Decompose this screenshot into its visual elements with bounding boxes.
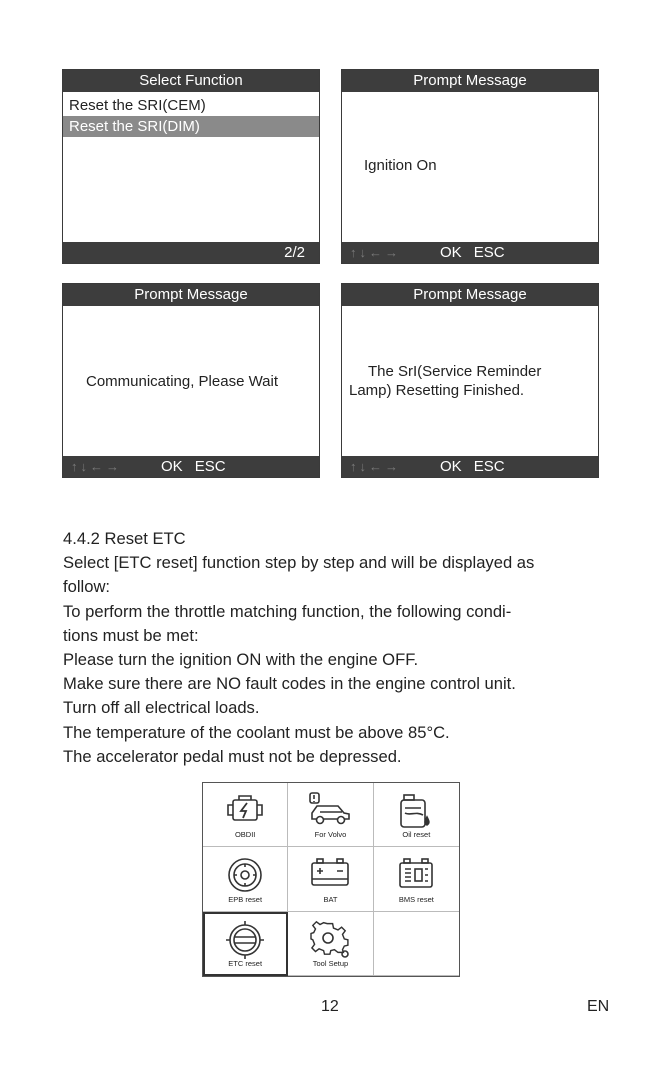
menu-item-epb-reset[interactable]	[203, 847, 288, 911]
select-function-screen	[62, 69, 320, 264]
ok-button[interactable]: OK	[440, 458, 462, 475]
menu-item-tool-setup[interactable]	[288, 912, 373, 976]
section-line: The temperature of the coolant must be above 85°C.	[63, 722, 450, 742]
car-icon	[308, 791, 352, 829]
prompt-finished-screen	[341, 283, 599, 478]
menu-label: EPB reset	[228, 894, 263, 904]
esc-button[interactable]: ESC	[194, 458, 226, 475]
page-number: 12	[321, 998, 339, 1015]
menu-label: BMS reset	[398, 894, 434, 904]
menu-item-for-volvo[interactable]	[288, 783, 373, 847]
menu-item-oil-reset[interactable]	[374, 783, 459, 847]
function-item-cem[interactable]: Reset the SRI(CEM)	[69, 97, 206, 114]
screen-footer	[63, 242, 319, 263]
section-line: The accelerator pedal must not be depressed.	[63, 746, 402, 766]
menu-label: BAT	[323, 894, 338, 904]
screen-footer	[342, 456, 598, 477]
menu-item-bms-reset[interactable]	[374, 847, 459, 911]
battery-icon	[309, 855, 351, 891]
prompt-message-line2: Lamp) Resetting Finished.	[349, 382, 525, 399]
engine-icon	[224, 791, 266, 829]
menu-label: For Volvo	[314, 830, 347, 840]
section-line: Make sure there are NO fault codes in the engine control unit.	[63, 674, 516, 694]
arrow-keys-icon: ↑↓←→	[350, 245, 401, 260]
screen-header: Prompt Message	[63, 284, 319, 306]
menu-label: Oil reset	[402, 830, 431, 840]
arrow-keys-icon: ↑↓←→	[71, 459, 122, 474]
menu-label: Tool Setup	[312, 959, 349, 968]
esc-button[interactable]: ESC	[473, 244, 505, 261]
prompt-communicating-screen	[62, 283, 320, 478]
prompt-message: Communicating, Please Wait	[86, 373, 279, 390]
prompt-message-line1: The SrI(Service Reminder	[368, 363, 542, 380]
section-line: follow:	[63, 577, 111, 597]
ok-button[interactable]: OK	[161, 458, 183, 475]
main-menu-grid	[202, 782, 460, 977]
throttle-icon	[224, 920, 266, 960]
brake-disc-icon	[225, 855, 265, 895]
section-line: To perform the throttle matching function, the following condi-	[63, 601, 512, 621]
menu-label: ETC reset	[228, 959, 263, 968]
arrow-keys-icon: ↑↓←→	[350, 459, 401, 474]
section-text	[63, 527, 623, 769]
prompt-ignition-screen	[341, 69, 599, 264]
section-line: Select [ETC reset] function step by step and will be displayed as	[63, 553, 535, 573]
menu-item-bat[interactable]	[288, 847, 373, 911]
screen-header: Prompt Message	[342, 70, 598, 92]
bms-icon	[396, 855, 436, 893]
section-line: tions must be met:	[63, 625, 199, 645]
menu-label: OBDII	[234, 830, 256, 840]
function-item-dim[interactable]: Reset the SRI(DIM)	[63, 116, 319, 137]
section-line: Please turn the ignition ON with the engine OFF.	[63, 650, 419, 670]
esc-button[interactable]: ESC	[473, 458, 505, 475]
screen-footer	[63, 456, 319, 477]
section-heading: 4.4.2 Reset ETC	[63, 529, 186, 548]
screen-footer	[342, 242, 598, 263]
page-indicator: 2/2	[284, 244, 305, 261]
menu-empty-cell	[374, 912, 459, 976]
screen-header: Select Function	[63, 70, 319, 92]
gear-icon	[309, 920, 351, 960]
ok-button[interactable]: OK	[440, 244, 462, 261]
menu-item-etc-reset[interactable]	[203, 912, 288, 976]
prompt-message: Ignition On	[364, 157, 437, 174]
oil-can-icon	[396, 791, 436, 831]
screen-header: Prompt Message	[342, 284, 598, 306]
section-line: Turn off all electrical loads.	[63, 698, 260, 718]
menu-item-obdii[interactable]	[203, 783, 288, 847]
language-label: EN	[587, 998, 610, 1015]
